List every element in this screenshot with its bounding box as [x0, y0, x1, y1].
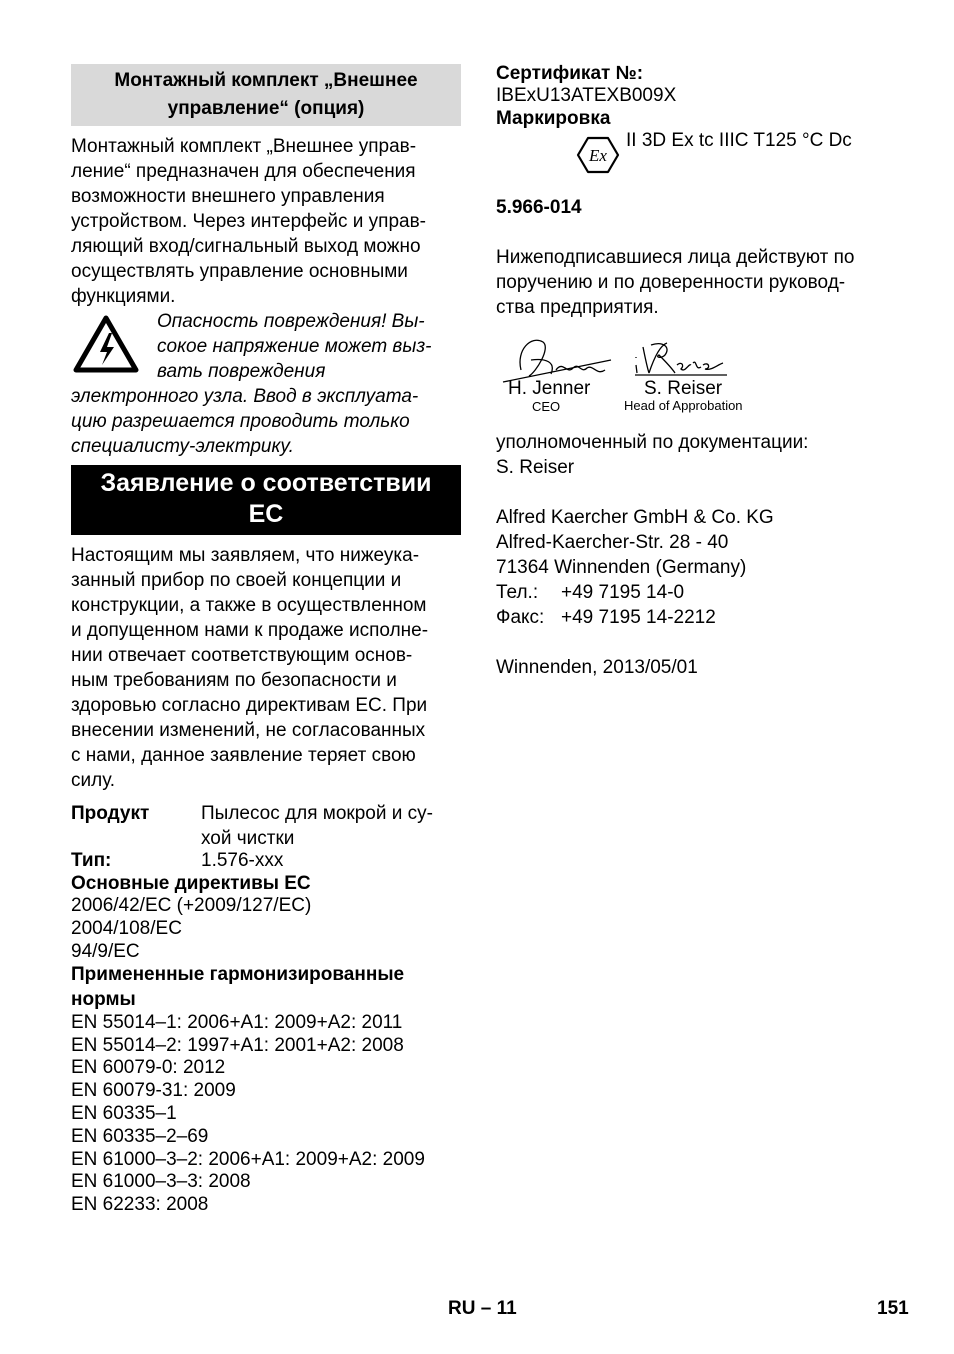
- type-value: 1.576-xxx: [201, 850, 284, 871]
- text-line: устройством. Через интерфейс и управ-: [71, 211, 426, 232]
- ec-heading-line: ЕС: [248, 500, 284, 528]
- warning-line: Опасность повреждения! Вы-: [157, 311, 425, 332]
- marking-value: II 3D Ex tc IIIC T125 °C Dc: [626, 130, 852, 151]
- text-line: с нами, данное заявление теряет свою: [71, 745, 416, 766]
- warning-line: электронного узла. Ввод в эксплуата-: [71, 386, 419, 407]
- text-line: Настоящим мы заявляем, что нижеука-: [71, 545, 420, 566]
- text-line: внесении изменений, не согласованных: [71, 720, 426, 741]
- directive-item: 2004/108/EC: [71, 918, 182, 939]
- warning-line: цию разрешается проводить только: [71, 411, 410, 432]
- signer2-role: Head of Approbation: [624, 398, 743, 413]
- text-line: нии отвечает соответствующим основ-: [71, 645, 413, 666]
- high-voltage-warning-icon: [73, 315, 139, 373]
- phone-label: Тел.:: [496, 582, 539, 603]
- norm-item: EN 60335–1: [71, 1103, 177, 1124]
- text-line: конструкции, а также в осуществленном: [71, 595, 427, 616]
- warning-line: специалисту-электрику.: [71, 436, 294, 457]
- norm-item: EN 55014–1: 2006+A1: 2009+A2: 2011: [71, 1012, 403, 1033]
- phone-value: +49 7195 14-0: [561, 582, 685, 603]
- norm-item: EN 61000–3–2: 2006+A1: 2009+A2: 2009: [71, 1149, 425, 1170]
- directives-label: Основные директивы ЕС: [71, 873, 311, 894]
- footer-section: [448, 1298, 517, 1320]
- norm-item: EN 60335–2–69: [71, 1126, 209, 1147]
- kit-heading: [71, 64, 461, 126]
- text-line: ляющий вход/сигнальный выход можно: [71, 236, 421, 257]
- text-line: осуществлять управление основными: [71, 261, 408, 282]
- ec-heading-line: Заявление о соответствии: [100, 469, 432, 497]
- ex-atex-icon: [576, 135, 620, 175]
- norm-item: EN 61000–3–3: 2008: [71, 1171, 251, 1192]
- ex-symbol-text: Ex: [589, 146, 607, 165]
- norm-item: EN 60079-31: 2009: [71, 1080, 236, 1101]
- text-line: возможности внешнего управления: [71, 186, 385, 207]
- signer2-name: S. Reiser: [644, 378, 723, 399]
- product-value: Пылесос для мокрой и су-: [201, 803, 433, 824]
- kit-heading-line: управление“ (опция): [167, 98, 365, 119]
- product-value: хой чистки: [201, 828, 295, 849]
- authorized-label: уполномоченный по документации:: [496, 432, 809, 453]
- part-number: 5.966-014: [496, 197, 582, 218]
- text-line: Нижеподписавшиеся лица действуют по: [496, 247, 855, 268]
- certificate-value: IBExU13ATEXB009X: [496, 85, 677, 106]
- footer-section-code: RU: [448, 1298, 476, 1319]
- text-line: ным требованиям по безопасности и: [71, 670, 397, 691]
- directive-item: 94/9/EC: [71, 941, 140, 962]
- right-column: [496, 0, 916, 1354]
- footer-dash: –: [480, 1298, 492, 1319]
- product-label: Продукт: [71, 803, 150, 824]
- left-column: [71, 0, 461, 1354]
- signature-reiser: [631, 335, 731, 380]
- company-name: Alfred Kaercher GmbH & Co. KG: [496, 507, 774, 528]
- text-line: Монтажный комплект „Внешнее управ-: [71, 136, 417, 157]
- text-line: силу.: [71, 770, 116, 791]
- signature-jenner: [501, 330, 626, 385]
- type-label: Тип:: [71, 850, 112, 871]
- warning-line: вать повреждения: [157, 361, 326, 382]
- certificate-label: Сертификат №:: [496, 63, 644, 84]
- text-line: поручению и по доверенности руковод-: [496, 272, 846, 293]
- ec-heading: [71, 465, 461, 535]
- text-line: ства предприятия.: [496, 297, 659, 318]
- norm-item: EN 62233: 2008: [71, 1194, 209, 1215]
- signer1-role: CEO: [532, 399, 561, 414]
- text-line: ление“ предназначен для обеспечения: [71, 161, 416, 182]
- directive-item: 2006/42/EC (+2009/127/EC): [71, 895, 312, 916]
- norms-label: Примененные гармонизированные: [71, 964, 405, 985]
- kit-heading-line: Монтажный комплект „Внешнее: [114, 70, 418, 91]
- company-street: Alfred-Kaercher-Str. 28 - 40: [496, 532, 729, 553]
- place-date: Winnenden, 2013/05/01: [496, 657, 698, 678]
- text-line: и допущенном нами к продаже исполне-: [71, 620, 429, 641]
- fax-value: +49 7195 14-2212: [561, 607, 716, 628]
- footer-section-page: 11: [496, 1298, 517, 1319]
- norm-item: EN 60079-0: 2012: [71, 1057, 226, 1078]
- text-line: функциями.: [71, 286, 176, 307]
- authorized-name: S. Reiser: [496, 457, 575, 478]
- fax-label: Факс:: [496, 607, 545, 628]
- warning-line: сокое напряжение может выз-: [157, 336, 432, 357]
- text-line: здоровью согласно директивам ЕС. При: [71, 695, 428, 716]
- signer1-name: H. Jenner: [508, 378, 591, 399]
- text-line: занный прибор по своей концепции и: [71, 570, 402, 591]
- norm-item: EN 55014–2: 1997+A1: 2001+A2: 2008: [71, 1035, 404, 1056]
- company-city: 71364 Winnenden (Germany): [496, 557, 747, 578]
- marking-label: Маркировка: [496, 108, 611, 129]
- norms-label: нормы: [71, 989, 136, 1010]
- page-number: 151: [877, 1298, 909, 1319]
